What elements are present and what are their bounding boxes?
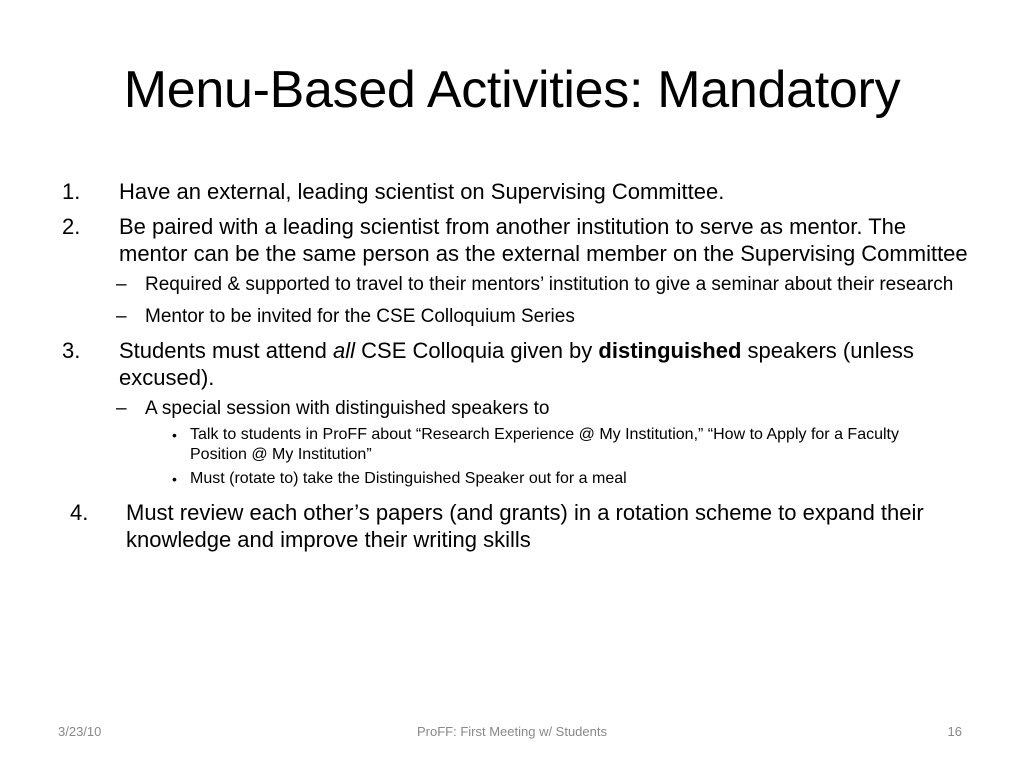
bullet-item-3a1 <box>0 425 1024 465</box>
bullet-text: Must (rotate to) take the Distinguished Speaker out for a meal <box>190 470 627 487</box>
list-text <box>119 337 979 391</box>
list-number: 1. <box>62 179 81 204</box>
sub-item-text: Mentor to be invited for the CSE Colloquium Series <box>145 306 575 327</box>
bullet-text: Talk to students in ProFF about “Research Experience @ My Institution,” “How to Apply for a Faculty Position @ My Institution” <box>190 426 899 463</box>
list-item-4 <box>0 499 1024 553</box>
sub-item-3a <box>0 397 1024 421</box>
list-item-3 <box>0 337 1024 391</box>
list-text: Have an external, leading scientist on Supervising Committee. <box>119 179 725 204</box>
sub-item-2b <box>0 305 1024 329</box>
bold-text: distinguished <box>598 338 742 363</box>
list-number: 3. <box>62 338 81 363</box>
list-number: 2. <box>62 214 81 239</box>
bullet-marker: • <box>172 471 177 487</box>
slide-body <box>0 178 1024 553</box>
list-number: 4. <box>70 500 89 525</box>
footer-title: ProFF: First Meeting w/ Students <box>416 724 607 739</box>
sub-item-text: Required & supported to travel to their mentors’ institution to give a seminar about their research <box>145 274 954 295</box>
text-segment: Students must attend <box>119 338 334 363</box>
emphasis-text: all <box>333 338 356 363</box>
list-text: Be paired with a leading scientist from another institution to serve as mentor. The mentor can be the same person as the external member on the Supervising Committee <box>119 214 968 266</box>
slide-number: 16 <box>947 724 962 739</box>
bullet-marker: • <box>172 427 177 443</box>
bullet-item-3a2 <box>0 469 1024 489</box>
sub-item-2a <box>0 273 1024 297</box>
text-segment: speakers (unless excused). <box>119 338 914 390</box>
slide-title: Menu-Based Activities: Mandatory <box>123 61 901 119</box>
dash-marker: – <box>116 274 127 295</box>
list-item-1 <box>0 178 1024 205</box>
text-segment: CSE Colloquia given by <box>355 338 599 363</box>
sub-item-text: A special session with distinguished speakers to <box>145 398 550 419</box>
dash-marker: – <box>116 398 127 419</box>
footer-date: 3/23/10 <box>58 724 102 739</box>
list-item-2 <box>0 213 1024 267</box>
dash-marker: – <box>116 306 127 327</box>
list-text: Must review each other’s papers (and grants) in a rotation scheme to expand their knowledge and improve their writing skills <box>126 500 924 552</box>
